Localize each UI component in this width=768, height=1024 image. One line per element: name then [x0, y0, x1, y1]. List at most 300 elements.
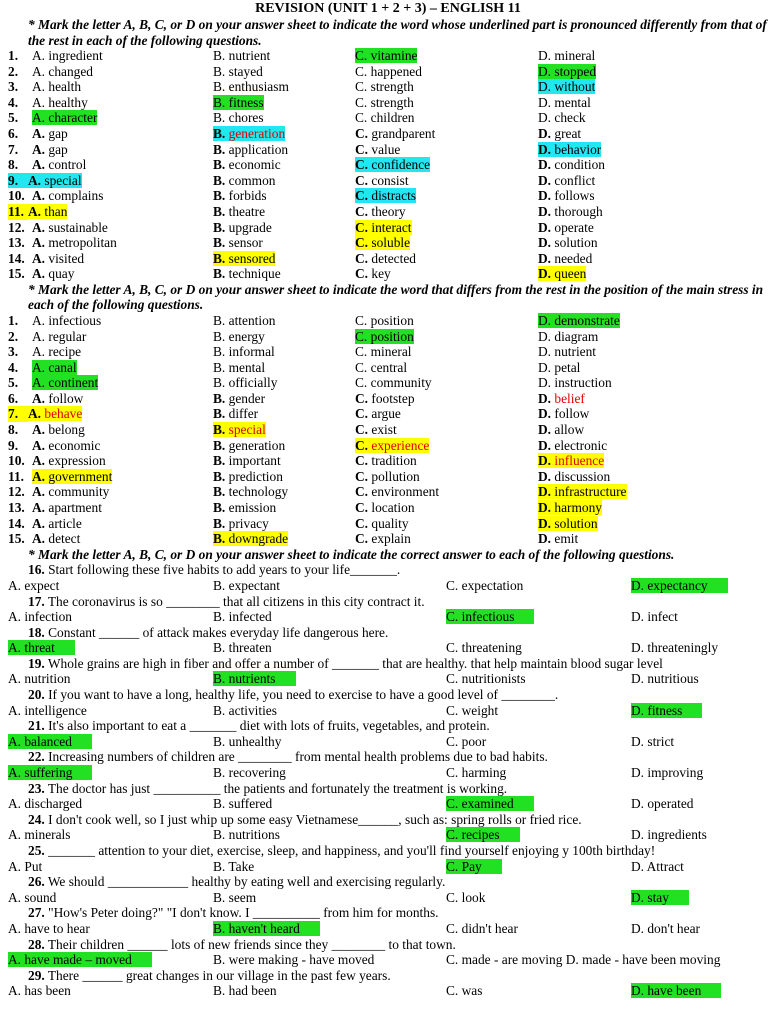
option-word: argue	[368, 406, 401, 422]
option-text: A. minerals	[8, 827, 71, 843]
question-row	[8, 142, 768, 158]
option-text: A. have made – moved	[8, 952, 152, 967]
answer-option-d	[631, 983, 721, 999]
option-word: gender	[225, 390, 266, 406]
option-a	[8, 375, 98, 391]
option-text	[538, 484, 627, 499]
option-letter: A.	[32, 94, 46, 110]
option-word: prediction	[225, 468, 283, 484]
option-word: healthy	[45, 94, 88, 110]
option-letter: C.	[355, 141, 369, 157]
option-word: behavior	[551, 141, 602, 157]
answer-option-a	[8, 734, 92, 750]
option-letter: C.	[355, 79, 368, 95]
option-d	[538, 142, 601, 158]
option-text	[213, 406, 258, 421]
option-text	[32, 500, 102, 515]
option-text	[355, 313, 414, 328]
answer-option-c	[446, 827, 520, 843]
section3-instruction: * Mark the letter A, B, C, or D on your answer sheet to indicate the correct answer to each of the following questions.	[28, 546, 675, 562]
option-text	[213, 469, 283, 484]
answer-options	[8, 734, 768, 750]
option-word: expression	[45, 453, 106, 469]
option-text: D. don't hear	[631, 920, 700, 936]
option-text: A. threat	[8, 640, 75, 655]
option-word: electronic	[551, 437, 608, 453]
answer-option-d	[631, 765, 703, 781]
option-letter: C.	[355, 344, 368, 360]
option-word: operate	[551, 219, 594, 235]
option-text: D. improving	[631, 765, 704, 781]
option-word: sustainable	[45, 219, 108, 235]
option-word: infrastructure	[551, 484, 627, 500]
option-text	[538, 173, 595, 188]
option-text	[355, 204, 406, 219]
option-letter: D.	[538, 94, 552, 110]
option-text: C. nutritionists	[446, 671, 526, 687]
option-d	[538, 360, 580, 376]
option-word: character	[45, 110, 98, 126]
option-b	[213, 126, 285, 142]
option-text: D. strict	[631, 733, 675, 749]
question-text: There ______ great changes in our village in the past few years.	[44, 967, 391, 983]
option-word: theory	[368, 203, 406, 219]
option-letter: C.	[355, 484, 369, 500]
option-word: nutrient	[225, 48, 271, 63]
option-text: D. ingredients	[631, 827, 707, 843]
question-row	[8, 204, 768, 220]
option-text	[355, 344, 412, 359]
option-a	[8, 126, 68, 142]
option-word: soluble	[368, 235, 411, 251]
option-letter: C.	[355, 515, 369, 531]
option-letter: A.	[32, 125, 46, 141]
option-letter: D.	[538, 312, 552, 328]
option-text	[32, 422, 85, 437]
option-d	[538, 329, 598, 345]
option-word: special	[41, 172, 82, 188]
option-word: happened	[367, 63, 422, 79]
question-row	[8, 220, 768, 236]
question-number: 11.	[8, 204, 28, 220]
option-text	[538, 391, 585, 406]
option-letter: C.	[355, 437, 369, 453]
option-b	[213, 173, 276, 189]
option-word: thorough	[551, 203, 603, 219]
option-text: A. expect	[8, 577, 60, 593]
option-text: D. fitness	[631, 703, 702, 718]
option-a	[8, 329, 86, 345]
answer-option-b	[213, 921, 320, 937]
answer-option-d	[631, 859, 684, 875]
option-text: A. balanced	[8, 734, 92, 749]
option-letter: D.	[538, 48, 552, 63]
option-letter: D.	[538, 531, 552, 547]
option-c	[355, 391, 415, 407]
question-number: 22.	[28, 749, 45, 765]
option-b	[213, 95, 264, 111]
option-text	[32, 329, 86, 344]
option-letter: A.	[28, 172, 42, 188]
option-c	[355, 516, 409, 532]
option-d	[538, 438, 607, 454]
option-letter: D.	[538, 453, 552, 469]
option-letter: C.	[355, 375, 368, 391]
option-text: D. expectancy	[631, 578, 728, 593]
option-text	[355, 422, 397, 437]
question-row	[8, 438, 768, 454]
option-letter: A.	[32, 219, 46, 235]
option-text	[538, 48, 595, 63]
option-letter: A.	[32, 453, 46, 469]
option-c	[355, 360, 407, 376]
option-letter: A.	[32, 48, 46, 63]
option-word: distracts	[368, 188, 417, 204]
option-word: belief	[551, 390, 585, 406]
option-text	[355, 95, 414, 110]
option-text	[355, 110, 415, 125]
answer-option-b	[213, 765, 286, 781]
option-letter: A.	[32, 328, 46, 344]
option-word: chores	[225, 110, 264, 126]
option-text	[538, 516, 598, 531]
option-letter: B.	[213, 468, 226, 484]
option-letter: C.	[355, 500, 369, 516]
option-text: D. infect	[631, 609, 678, 625]
question-row	[8, 469, 768, 485]
question-number: 4.	[8, 359, 19, 375]
option-c	[355, 469, 420, 485]
option-word: vitamine	[367, 48, 418, 63]
option-letter: B.	[213, 422, 226, 438]
question-stem	[8, 843, 768, 859]
option-word: footstep	[368, 390, 415, 406]
option-c	[355, 188, 416, 204]
option-d	[538, 266, 586, 282]
option-letter: D.	[538, 235, 552, 251]
option-text	[213, 79, 289, 94]
option-text	[538, 531, 578, 546]
option-word: mental	[551, 94, 591, 110]
option-text	[32, 516, 82, 531]
answer-options	[8, 765, 768, 781]
option-word: apartment	[45, 500, 102, 516]
option-text	[213, 438, 285, 453]
option-word: children	[367, 110, 415, 126]
answer-option-a	[8, 765, 92, 781]
option-letter: B.	[213, 94, 226, 110]
section2-instruction: * Mark the letter A, B, C, or D on your answer sheet to indicate the word that differs from the rest in the position of the main stress in each of the following questions.	[28, 281, 764, 313]
option-letter: D.	[538, 515, 552, 531]
option-text	[538, 142, 601, 157]
option-word: economic	[225, 157, 281, 173]
question-row	[8, 110, 768, 126]
option-text	[355, 406, 401, 421]
option-text	[32, 360, 77, 375]
option-a	[8, 313, 101, 329]
option-text: B. haven't heard	[213, 921, 320, 936]
option-text: D. Attract	[631, 858, 684, 874]
option-letter: A.	[32, 484, 46, 500]
option-letter: A.	[32, 63, 46, 79]
option-letter: D.	[538, 188, 552, 204]
question-row	[8, 188, 768, 204]
answer-option-a	[8, 796, 82, 812]
option-letter: C.	[355, 468, 369, 484]
option-text: C. weight	[446, 702, 499, 718]
option-text	[355, 329, 414, 344]
question-row	[8, 422, 768, 438]
option-text	[32, 188, 103, 203]
option-word: downgrade	[225, 531, 289, 547]
option-a	[8, 79, 81, 95]
option-text: C. examined	[446, 796, 534, 811]
option-letter: C.	[355, 235, 369, 251]
answer-options	[8, 578, 768, 594]
option-a	[8, 531, 80, 547]
option-word: emission	[225, 500, 277, 516]
option-text	[213, 235, 263, 250]
option-letter: A.	[32, 141, 46, 157]
option-a	[8, 344, 81, 360]
option-d	[538, 126, 581, 142]
option-word: follows	[551, 188, 595, 204]
option-text	[355, 531, 411, 546]
option-c	[355, 375, 432, 391]
option-letter: A.	[32, 500, 46, 516]
option-text	[213, 251, 275, 266]
question-text: The doctor has just __________ the patients and fortunately the treatment is working.	[44, 780, 508, 796]
option-text: B. unhealthy	[213, 733, 282, 749]
question-number: 15.	[8, 531, 25, 547]
option-text	[538, 126, 581, 141]
option-letter: D.	[538, 141, 552, 157]
answer-option-a	[8, 952, 152, 968]
question-stem	[8, 687, 768, 703]
option-c	[355, 235, 410, 251]
option-letter: A.	[32, 188, 46, 204]
question-number: 1.	[8, 312, 19, 328]
option-text	[355, 500, 415, 515]
option-a	[8, 64, 93, 80]
option-text	[32, 95, 88, 110]
option-text	[32, 484, 109, 499]
option-text	[213, 484, 288, 499]
question-number: 6.	[8, 390, 19, 406]
option-b	[213, 79, 289, 95]
option-text: A. has been	[8, 983, 71, 999]
option-c	[355, 142, 400, 158]
option-text: B. nutrients	[213, 671, 296, 686]
option-word: officially	[225, 375, 278, 391]
option-text: A. sound	[8, 889, 57, 905]
option-b	[213, 422, 266, 438]
option-word: interact	[368, 219, 412, 235]
option-word: without	[551, 79, 596, 95]
option-text	[355, 173, 409, 188]
option-c	[355, 126, 435, 142]
option-word: instruction	[551, 375, 612, 391]
option-letter: D.	[538, 406, 552, 422]
option-b	[213, 516, 269, 532]
option-text	[355, 438, 429, 453]
answer-option-b	[213, 859, 254, 875]
answer-option-d	[631, 890, 689, 906]
question-number: 17.	[28, 593, 45, 609]
option-a	[8, 391, 83, 407]
answer-options	[8, 640, 768, 656]
option-word: recipe	[45, 344, 82, 360]
option-word: follow	[551, 406, 590, 422]
option-a	[8, 484, 109, 500]
question-text: _______ attention to your diet, exercise, sleep, and happiness, and you'll find yourself enjoying y 100th birthday!	[44, 843, 656, 858]
option-word: differ	[225, 406, 259, 422]
option-letter: C.	[355, 63, 368, 79]
option-d	[538, 79, 595, 95]
question-row	[8, 516, 768, 532]
option-letter: A.	[32, 266, 46, 282]
option-letter: D.	[538, 250, 552, 266]
question-number: 24.	[28, 811, 45, 827]
answer-option-c	[446, 983, 482, 999]
option-b	[213, 438, 285, 454]
answer-option-a	[8, 859, 42, 875]
answer-option-b	[213, 827, 280, 843]
option-a	[8, 422, 85, 438]
option-word: informal	[225, 344, 275, 360]
option-a	[8, 48, 103, 64]
section3-list	[8, 562, 768, 999]
answer-option-c	[446, 952, 720, 968]
option-c	[355, 173, 409, 189]
option-letter: D.	[538, 468, 552, 484]
option-c	[355, 251, 416, 267]
option-c	[355, 313, 414, 329]
option-word: key	[368, 266, 391, 282]
option-word: discussion	[551, 468, 611, 484]
option-letter: D.	[538, 437, 552, 453]
option-text: C. threatening	[446, 640, 522, 656]
option-word: follow	[45, 390, 84, 406]
option-text	[213, 110, 264, 125]
option-word: conflict	[551, 172, 596, 188]
option-word: emit	[551, 531, 579, 547]
option-word: regular	[45, 328, 87, 344]
question-stem	[8, 812, 768, 828]
option-letter: C.	[355, 157, 369, 173]
option-text: A. have to hear	[8, 920, 90, 936]
option-text: D. have been	[631, 983, 721, 998]
answer-options	[8, 983, 768, 999]
question-stem	[8, 594, 768, 610]
option-d	[538, 157, 605, 173]
option-text	[538, 453, 604, 468]
option-letter: C.	[355, 312, 368, 328]
question-row	[8, 64, 768, 80]
option-a	[8, 142, 68, 158]
option-word: community	[367, 375, 432, 391]
option-d	[538, 173, 595, 189]
option-text	[32, 375, 98, 390]
option-b	[213, 157, 281, 173]
option-word: strength	[367, 94, 414, 110]
option-word: strength	[367, 79, 414, 95]
option-text: D. operated	[631, 796, 694, 812]
question-number: 16.	[28, 562, 45, 578]
answer-option-a	[8, 703, 87, 719]
option-letter: A.	[32, 437, 46, 453]
option-letter: A.	[32, 390, 46, 406]
option-letter: D.	[538, 219, 552, 235]
option-text: B. recovering	[213, 765, 286, 781]
answer-option-b	[213, 703, 277, 719]
question-row	[8, 329, 768, 345]
option-letter: D.	[538, 484, 552, 500]
option-word: position	[367, 328, 414, 344]
option-text	[355, 484, 439, 499]
option-b	[213, 531, 288, 547]
option-word: metropolitan	[45, 235, 117, 251]
answer-option-c	[446, 734, 486, 750]
option-text: C. look	[446, 889, 486, 905]
option-text	[355, 391, 415, 406]
option-b	[213, 375, 277, 391]
option-letter: A.	[32, 375, 46, 391]
option-text	[32, 251, 84, 266]
option-letter: C.	[355, 110, 368, 126]
option-letter: D.	[538, 375, 552, 391]
option-text	[538, 235, 598, 250]
option-word: enthusiasm	[225, 79, 289, 95]
option-letter: C.	[355, 359, 368, 375]
option-letter: A.	[28, 406, 42, 422]
option-letter: D.	[538, 203, 552, 219]
option-word: location	[368, 500, 415, 516]
option-letter: C.	[355, 250, 369, 266]
option-text	[32, 220, 108, 235]
option-letter: B.	[213, 203, 226, 219]
question-number: 11.	[8, 468, 24, 484]
option-letter: A.	[32, 250, 46, 266]
option-text	[538, 313, 620, 328]
option-text: C. poor	[446, 733, 487, 749]
option-letter: B.	[213, 266, 226, 282]
option-word: sensored	[225, 250, 276, 266]
option-c	[355, 79, 414, 95]
option-letter: D.	[538, 63, 552, 79]
question-number: 28.	[28, 936, 45, 952]
option-word: explain	[368, 531, 411, 547]
answer-option-a	[8, 890, 56, 906]
answer-option-d	[631, 671, 699, 687]
option-word: tradition	[368, 453, 417, 469]
option-word: quality	[368, 515, 409, 531]
option-text	[355, 142, 400, 157]
worksheet-page	[8, 0, 768, 999]
option-text	[213, 329, 265, 344]
option-text: B. were making - have moved	[213, 952, 375, 968]
option-letter: A.	[32, 79, 46, 95]
option-text	[355, 469, 420, 484]
answer-option-d	[631, 827, 707, 843]
option-text	[355, 126, 435, 141]
option-text	[355, 251, 416, 266]
option-text	[213, 453, 281, 468]
option-word: attention	[225, 312, 276, 328]
answer-option-b	[213, 983, 277, 999]
option-letter: D.	[538, 422, 552, 438]
option-c	[355, 406, 401, 422]
